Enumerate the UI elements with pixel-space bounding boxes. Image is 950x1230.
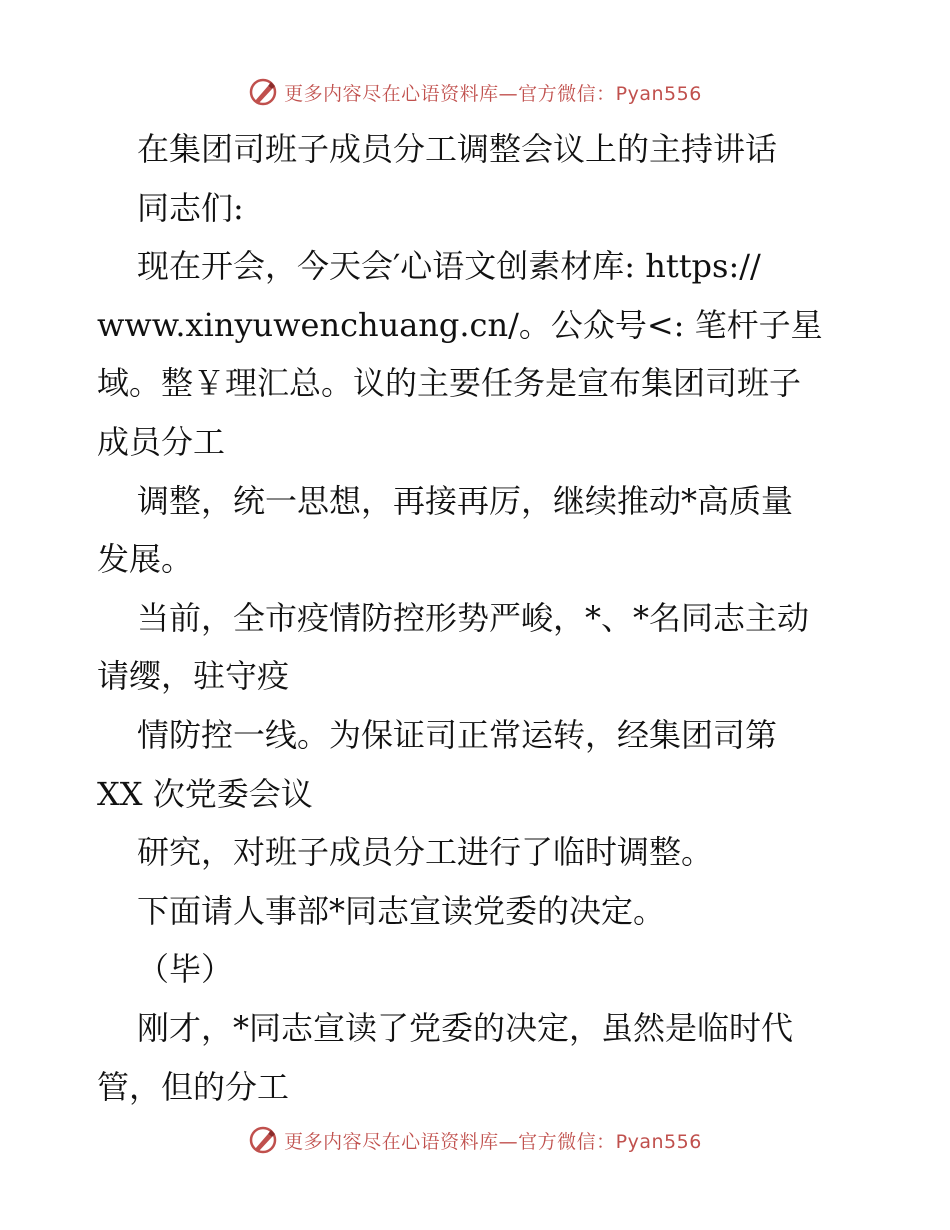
paragraph-line: 同志们:	[137, 188, 244, 227]
paragraph-line: 研究，对班子成员分工进行了临时调整。	[137, 833, 714, 872]
document-body	[97, 120, 857, 1116]
paragraph-line: 成员分工	[97, 422, 226, 461]
paragraph-line: 调整，统一思想，再接再厉，继续推动*高质量	[137, 481, 794, 520]
paragraph-line: XX 次党委会议	[97, 774, 313, 813]
footer-banner-text: 更多内容尽在心语资料库—官方微信：Pyan556	[284, 1130, 702, 1153]
paragraph-line: 情防控一线。为保证司正常运转，经集团司第	[137, 715, 778, 754]
paragraph-line: 当前，全市疫情防控形势严峻，*、*名同志主动	[137, 598, 810, 637]
paragraph-line: （毕）	[137, 950, 234, 989]
header-banner-text: 更多内容尽在心语资料库—官方微信：Pyan556	[284, 82, 702, 105]
paragraph-line: www.xinyuwenchuang.cn/。公众号<: 笔杆子星	[97, 305, 823, 344]
header-banner	[0, 72, 950, 112]
paragraph-line: 刚才，*同志宣读了党委的决定，虽然是临时代	[137, 1008, 794, 1047]
paragraph-line: 下面请人事部*同志宣读党委的决定。	[137, 891, 666, 930]
pen-logo-icon	[248, 77, 278, 107]
paragraph-line: 请缨，驻守疫	[97, 657, 290, 696]
paragraph-line: 在集团司班子成员分工调整会议上的主持讲话	[137, 130, 778, 168]
pen-logo-icon	[248, 1125, 278, 1155]
paragraph-line: 管，但的分工	[97, 1067, 290, 1106]
paragraph-line: 现在开会，今天会′心语文创素材库: https://	[137, 247, 761, 286]
footer-banner	[0, 1120, 950, 1160]
paragraph-line: 域。整￥理汇总。议的主要任务是宣布集团司班子	[97, 364, 802, 403]
paragraph-line: 发展。	[97, 540, 194, 579]
